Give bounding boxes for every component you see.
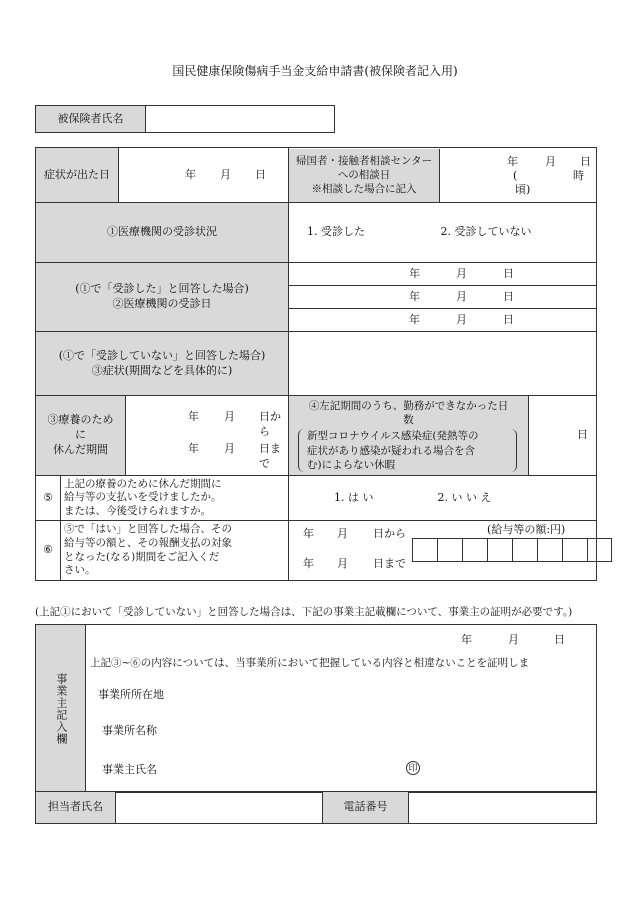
- rest-label-line-3: 休んだ期間: [53, 442, 108, 456]
- q6-line-4: さい。: [64, 564, 96, 577]
- q6-number: ⑥: [36, 521, 61, 581]
- month-unit: 月: [220, 167, 232, 181]
- insured-name-table: [35, 105, 335, 133]
- year-unit: 年: [188, 410, 199, 423]
- symptoms-label-line-2: ③症状(期間などを具体的に): [91, 363, 233, 377]
- employer-note: (上記①において「受診していない」と回答した場合は、下記の事業主記載欄について、事業主の証明が必要です。): [35, 606, 573, 618]
- day-unit: 日: [554, 633, 565, 646]
- paren-open: (: [513, 168, 518, 182]
- year-unit: 年: [461, 633, 472, 646]
- q5-number: ⑤: [36, 476, 61, 521]
- month-unit: 月: [224, 410, 235, 423]
- amount-digit-boxes[interactable]: [412, 538, 612, 562]
- contact-table: [35, 791, 597, 824]
- year-unit: 年: [185, 167, 197, 181]
- month-unit: 月: [456, 266, 468, 280]
- month-unit: 月: [545, 154, 557, 168]
- rest-label-line-1: ③療養のため: [47, 413, 114, 427]
- employer-table: [35, 624, 597, 793]
- day-unit: 日: [580, 154, 592, 168]
- symptom-date-label: 症状が出た日: [36, 148, 119, 203]
- rest-label-line-2: に: [75, 428, 86, 442]
- visit-date-row-2[interactable]: [289, 286, 597, 309]
- year-unit: 年: [409, 312, 421, 326]
- seal-mark: 印: [406, 761, 420, 775]
- day-unit: 日: [577, 428, 589, 442]
- q6-line-1: ⑤で「はい」と回答した場合、その: [64, 523, 232, 536]
- hour-unit: 時: [573, 168, 585, 182]
- q5-option-yes[interactable]: 1. は い: [334, 490, 374, 504]
- employer-cert-text: 上記③~⑥の内容については、当事業所において把握している内容と相違ないことを証明しま: [90, 657, 530, 669]
- year-unit: 年: [303, 557, 315, 570]
- workdays-note: [298, 429, 517, 472]
- employer-vertical-label: [36, 625, 86, 793]
- visit-date-row-3[interactable]: [289, 309, 597, 332]
- day-unit: 日: [503, 266, 515, 280]
- note-line-1: 新型コロナウイルス感染症(発熱等の: [307, 430, 479, 443]
- consult-center-cell: [289, 148, 597, 203]
- symptoms-detail-label: [36, 332, 289, 396]
- amount-digit-box[interactable]: [587, 538, 612, 562]
- q5-line-3: または、今後受けられますか。: [64, 504, 211, 517]
- amount-digit-box[interactable]: [537, 538, 562, 562]
- contact-person-field[interactable]: [116, 792, 323, 824]
- consult-label-line-3: ※相談した場合に記入: [311, 183, 417, 196]
- month-unit: 月: [337, 527, 349, 540]
- q6-line-3: となった(なる)期間をご記入くだ: [64, 550, 220, 563]
- q6-line-2: 給与等の額と、その報酬支払の対象: [64, 536, 232, 549]
- q5-line-1: 上記の療養のために休んだ期間に: [64, 477, 222, 490]
- until-unit: 日まで: [373, 557, 407, 570]
- q5-line-2: 給与等の支払いを受けましたか。: [64, 491, 222, 504]
- employer-owner-label: 事業主氏名: [102, 763, 157, 776]
- year-unit: 年: [188, 442, 199, 455]
- q6-answer-field[interactable]: [289, 521, 597, 581]
- note-line-2: 症状があり感染が疑われる場合を含: [307, 444, 476, 457]
- amount-digit-box[interactable]: [512, 538, 537, 562]
- visit-status-label: ①医療機関の受診状況: [36, 203, 289, 263]
- amount-digit-box[interactable]: [462, 538, 487, 562]
- workdays-label: [289, 396, 529, 476]
- year-unit: 年: [507, 154, 519, 168]
- rest-period-label: [36, 396, 126, 476]
- visit-status-field[interactable]: [289, 203, 597, 263]
- q6-question: [61, 521, 289, 581]
- employer-fields: [86, 625, 597, 793]
- visit-option-yes[interactable]: 1. 受診した: [307, 225, 366, 239]
- form-title: 国民健康保険傷病手当金支給申請書(被保険者記入用): [172, 64, 458, 78]
- workdays-label-line-2: 数: [403, 414, 414, 427]
- visit-option-no[interactable]: 2. 受診していない: [440, 225, 532, 239]
- consult-label-line-1: 帰国者・接触者相談センター: [295, 154, 433, 167]
- phone-label: 電話番号: [323, 792, 409, 824]
- day-unit: 日: [503, 289, 515, 303]
- symptoms-label-line-1: (①で「受診していない」と回答した場合): [58, 348, 266, 362]
- day-unit: 日: [503, 312, 515, 326]
- month-unit: 月: [456, 312, 468, 326]
- month-unit: 月: [337, 557, 349, 570]
- symptom-date-field[interactable]: [119, 148, 289, 203]
- from-unit: 日から: [259, 410, 281, 438]
- q5-option-no[interactable]: 2. い い え: [437, 490, 492, 504]
- workdays-label-line-1: ④左記期間のうち、勤務ができなかった日: [308, 400, 509, 413]
- q5-question: [61, 476, 289, 521]
- amount-digit-box[interactable]: [487, 538, 512, 562]
- phone-field[interactable]: [409, 792, 597, 824]
- contact-person-label: 担当者氏名: [36, 792, 116, 824]
- visit-date-row-1[interactable]: [289, 263, 597, 286]
- from-unit: 日から: [373, 527, 407, 540]
- insured-name-label: 被保険者氏名: [36, 106, 146, 133]
- note-line-3: む)によらない休暇: [307, 458, 396, 471]
- month-unit: 月: [508, 633, 519, 646]
- visit-date-label-line-2: ②医療機関の受診日: [112, 297, 212, 310]
- employer-office-name-label: 事業所名称: [102, 724, 157, 737]
- amount-digit-box[interactable]: [437, 538, 462, 562]
- consult-label-line-2: への相談日: [337, 168, 391, 181]
- rest-period-field[interactable]: [126, 396, 289, 476]
- consult-date-field[interactable]: [440, 149, 596, 202]
- visit-date-label: [36, 263, 289, 332]
- main-form-table: [35, 147, 597, 581]
- employer-vertical-text: 事業主記入欄: [54, 672, 68, 745]
- amount-label: (給与等の額:円): [487, 523, 566, 536]
- workdays-field[interactable]: [529, 396, 597, 476]
- month-unit: 月: [456, 289, 468, 303]
- insured-name-field[interactable]: [146, 106, 335, 133]
- approx-unit: 頃): [515, 182, 531, 196]
- day-unit: 日: [255, 167, 267, 181]
- q5-answer-field[interactable]: [289, 476, 597, 521]
- employer-address-label: 事業所所在地: [98, 688, 164, 701]
- symptoms-detail-field[interactable]: [289, 332, 597, 396]
- amount-digit-box[interactable]: [562, 538, 587, 562]
- year-unit: 年: [303, 527, 315, 540]
- month-unit: 月: [224, 442, 235, 455]
- amount-digit-box[interactable]: [412, 538, 437, 562]
- year-unit: 年: [409, 266, 421, 280]
- visit-date-label-line-1: (①で「受診した」と回答した場合): [75, 282, 249, 296]
- until-unit: 日まで: [259, 442, 281, 470]
- consult-center-label: [289, 149, 440, 202]
- year-unit: 年: [409, 289, 421, 303]
